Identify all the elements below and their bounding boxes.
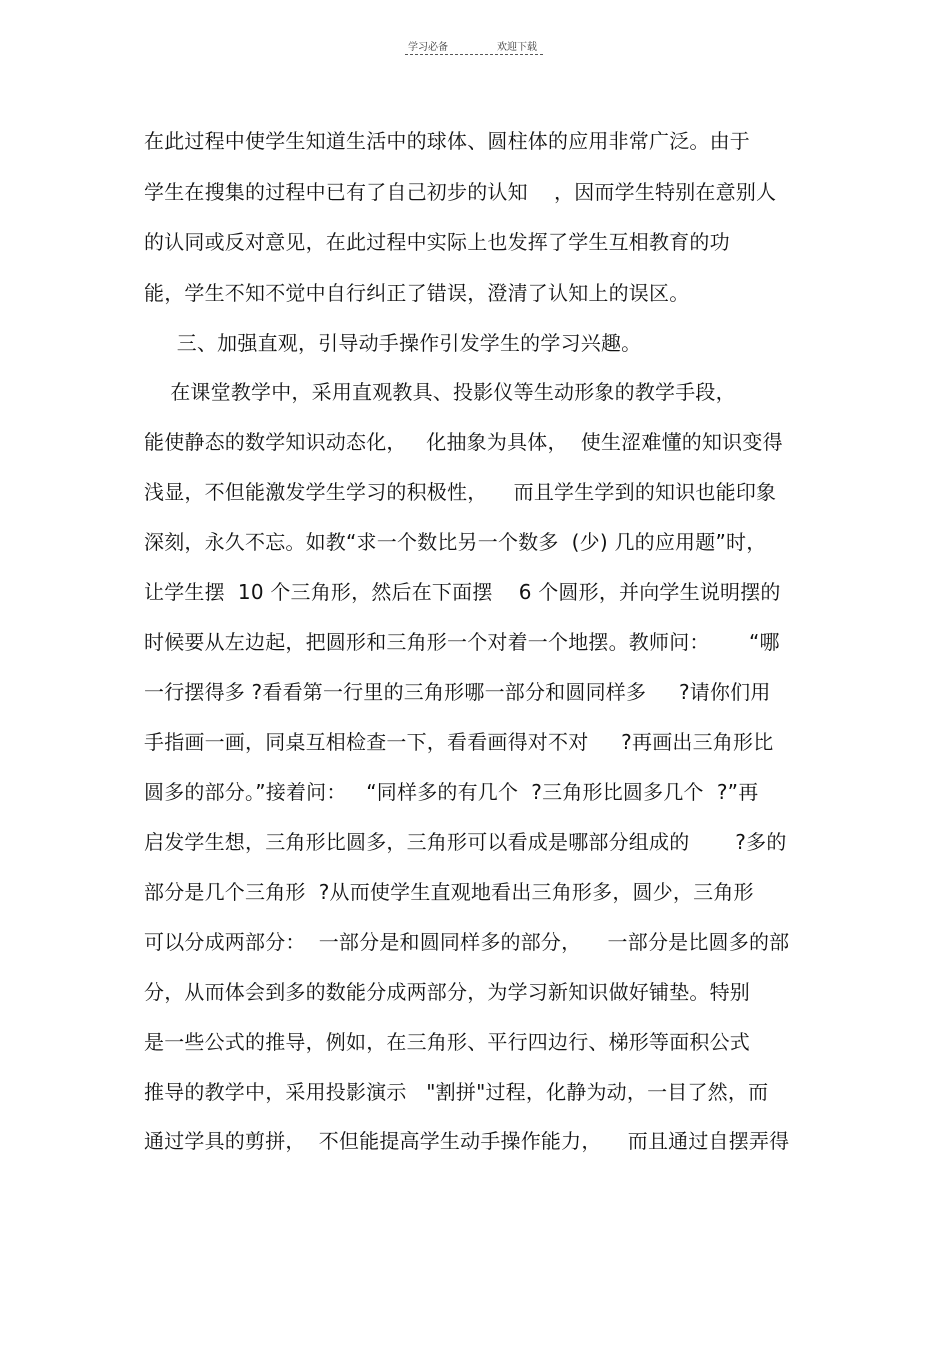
text-line: 手指画一画，同桌互相检查一下，看看画得对不对 ?再画出三角形比	[144, 730, 774, 754]
text-line: 分，从而体会到多的数能分成两部分，为学习新知识做好铺垫。特别	[144, 980, 750, 1004]
text-line: 学生在搜集的过程中已有了自己初步的认知 ，因而学生特别在意别人	[144, 180, 777, 204]
header-left-text: 学习必备	[408, 42, 448, 53]
text-line: 一行摆得多 ?看看第一行里的三角形哪一部分和圆同样多 ?请你们用	[144, 680, 771, 704]
text-line: 通过学具的剪拼， 不但能提高学生动手操作能力， 而且通过自摆弄得	[144, 1129, 790, 1153]
text-line: 深刻，永久不忘。如教“求一个数比另一个数多 (少) 几的应用题”时，	[144, 530, 767, 554]
text-line: 时候要从左边起，把圆形和三角形一个对着一个地摆。教师问： “哪	[144, 630, 780, 654]
text-line: 让学生摆 10 个三角形，然后在下面摆 6 个圆形，并向学生说明摆的	[144, 580, 781, 604]
text-line: 启发学生想，三角形比圆多，三角形可以看成是哪部分组成的 ?多的	[144, 830, 787, 854]
header-right-text: 欢迎下载	[497, 42, 537, 53]
text-line: 的认同或反对意见，在此过程中实际上也发挥了学生互相教育的功	[144, 230, 730, 254]
text-line: 在此过程中使学生知道生活中的球体、圆柱体的应用非常广泛。由于	[144, 129, 750, 153]
text-line: 部分是几个三角形 ?从而使学生直观地看出三角形多，圆少，三角形	[144, 880, 754, 904]
text-line: 圆多的部分。”接着问： “同样多的有几个 ?三角形比圆多几个 ?”再	[144, 780, 759, 804]
section-heading: 三、加强直观，引导动手操作引发学生的学习兴趣。	[144, 331, 642, 355]
text-line: 是一些公式的推导，例如，在三角形、平行四边行、梯形等面积公式	[144, 1030, 750, 1054]
text-line: 浅显，不但能激发学生学习的积极性， 而且学生学到的知识也能印象	[144, 480, 777, 504]
text-line: 可以分成两部分： 一部分是和圆同样多的部分， 一部分是比圆多的部	[144, 930, 790, 954]
text-line: 能使静态的数学知识动态化， 化抽象为具体， 使生涩难懂的知识变得	[144, 430, 783, 454]
text-line: 推导的教学中，采用投影演示 "割拼"过程，化静为动，一目了然，而	[144, 1080, 769, 1104]
text-line: 在课堂教学中，采用直观教具、投影仪等生动形象的教学手段，	[144, 380, 736, 404]
text-line: 能，学生不知不觉中自行纠正了错误，澄清了认知上的误区。	[144, 281, 690, 305]
